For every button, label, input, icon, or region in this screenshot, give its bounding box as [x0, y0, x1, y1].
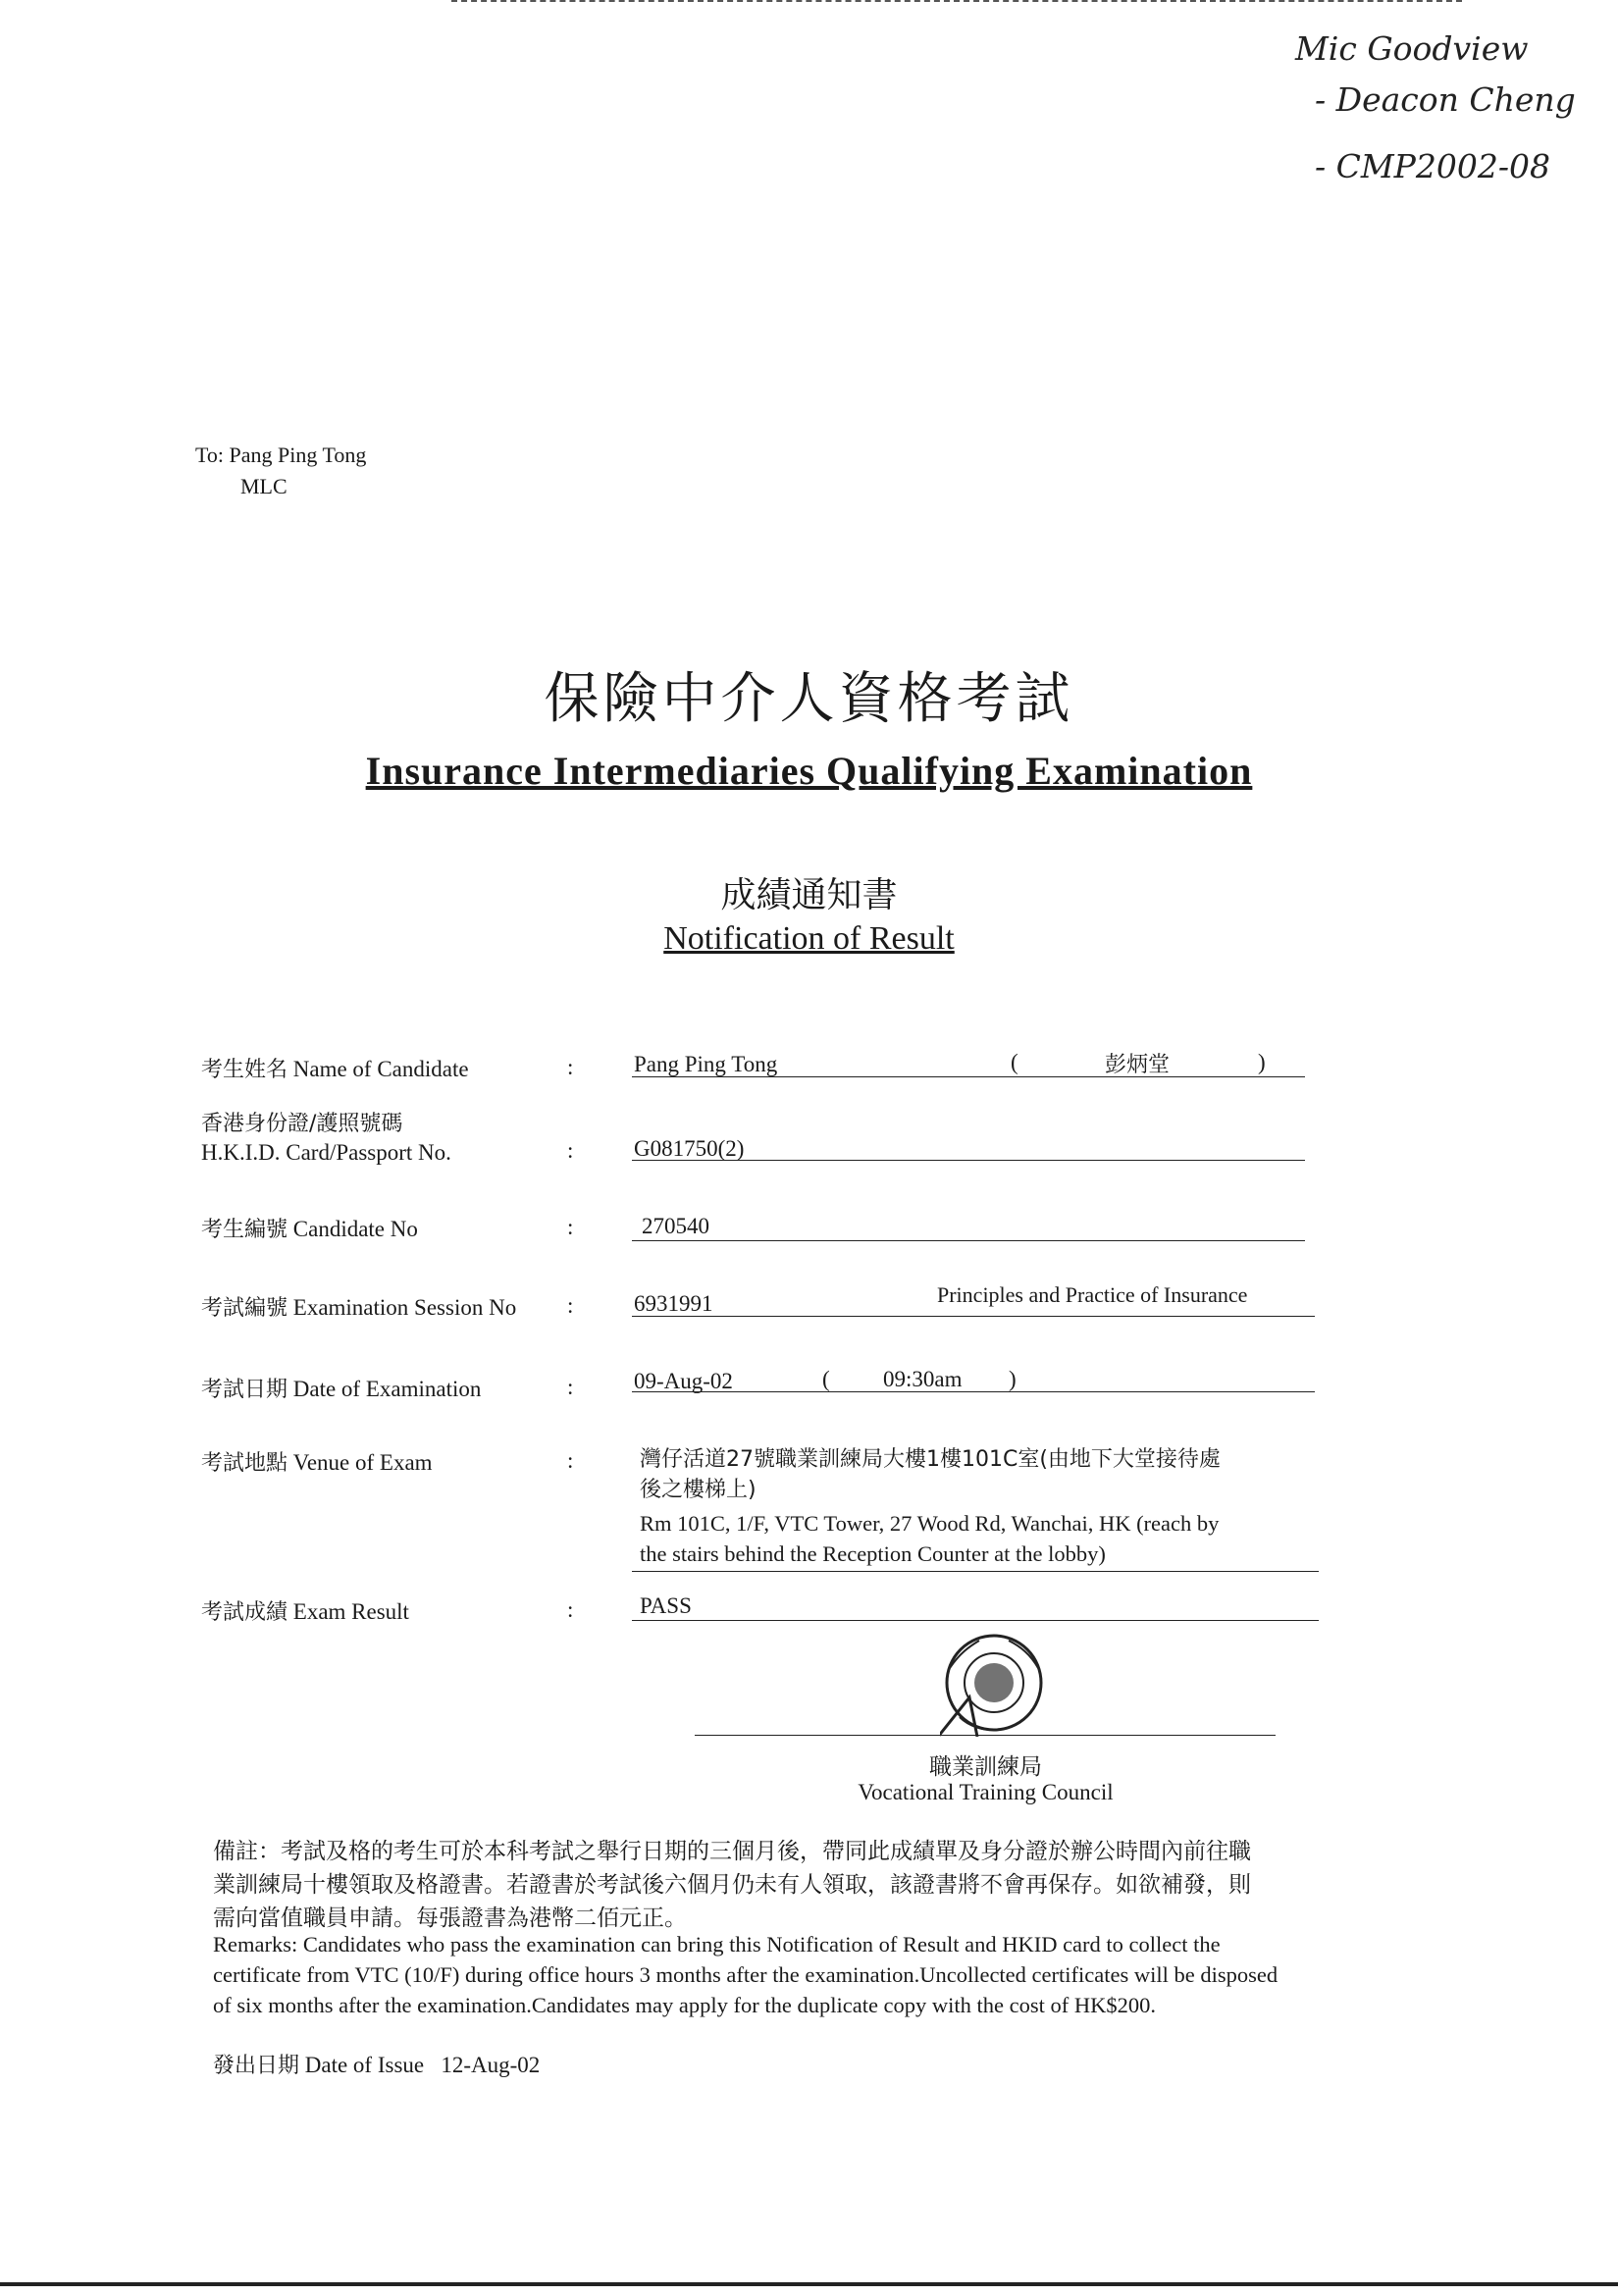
- field-label-result: 考試成績 Exam Result: [201, 1599, 409, 1625]
- venue-english-line2: the stairs behind the Reception Counter at the lobby): [640, 1541, 1106, 1566]
- field-underline: [632, 1076, 1305, 1077]
- subject-value: Principles and Practice of Insurance: [937, 1282, 1248, 1307]
- scan-top-edge: [451, 0, 1462, 2]
- title-english: Insurance Intermediaries Qualifying Examination: [365, 749, 1253, 793]
- remarks-chinese: 備註：考試及格的考生可於本科考試之舉行日期的三個月後，帶同此成績單及身分證於辦公時間內前往職 業訓練局十樓領取及格證書。若證書於考試後六個月仍未有人領取，該證書將不會再保存。如欲補發，則 需向當值職員申請。每張證書為港幣二佰元正。: [213, 1839, 1251, 1931]
- field-underline: [632, 1571, 1319, 1572]
- result-value: PASS: [640, 1593, 692, 1618]
- venue-english-line1: Rm 101C, 1/F, VTC Tower, 27 Wood Rd, Wanchai, HK (reach by: [640, 1511, 1220, 1536]
- recipient-name: Pang Ping Tong: [229, 443, 367, 467]
- handwritten-note-line2: - Deacon Cheng: [1315, 80, 1576, 119]
- field-label-hkid-en: H.K.I.D. Card/Passport No.: [201, 1140, 451, 1165]
- hkid-value: G081750(2): [634, 1136, 745, 1161]
- field-label-candidate-name: 考生姓名 Name of Candidate: [201, 1057, 469, 1082]
- colon: :: [567, 1375, 574, 1399]
- field-label-candidate-no: 考生編號 Candidate No: [201, 1217, 418, 1242]
- vtc-seal-stamp: [940, 1629, 1048, 1737]
- scan-bottom-edge: [0, 2282, 1618, 2286]
- handwritten-note-line1: Mic Goodview: [1295, 29, 1529, 68]
- to-label: To:: [195, 443, 225, 467]
- colon: :: [567, 1138, 574, 1163]
- title-chinese: 保險中介人資格考試: [544, 667, 1074, 731]
- candidate-name-chinese: 彭炳堂: [1105, 1053, 1171, 1077]
- field-label-venue: 考試地點 Venue of Exam: [201, 1450, 433, 1476]
- exam-date-value: 09-Aug-02: [634, 1369, 733, 1393]
- colon: :: [567, 1055, 574, 1079]
- candidate-no-value: 270540: [642, 1214, 709, 1238]
- recipient-organisation: MLC: [240, 474, 287, 498]
- colon: :: [567, 1597, 574, 1622]
- exam-time-value: 09:30am: [883, 1367, 963, 1391]
- colon: :: [567, 1448, 574, 1473]
- remarks-english: Remarks: Candidates who pass the examination can bring this Notification of Result and HKID card to collect the certificate from VTC (10/F) during office hours 3 months after the examination.Uncollected certificates will be disposed of six months after the examination.Candidates may apply for the duplicate copy with the cost of HK$200.: [213, 1932, 1279, 2017]
- signature-line: [695, 1735, 1276, 1736]
- field-underline: [632, 1391, 1315, 1392]
- issue-date-value: 12-Aug-02: [441, 2053, 541, 2077]
- candidate-name-value: Pang Ping Tong: [634, 1052, 778, 1076]
- field-label-session-no: 考試編號 Examination Session No: [201, 1295, 517, 1321]
- session-no-value: 6931991: [634, 1291, 713, 1316]
- field-underline: [632, 1240, 1305, 1241]
- bracket-close: ): [1258, 1050, 1266, 1074]
- venue-chinese-line2: 後之樓梯上): [640, 1478, 757, 1502]
- handwritten-note-line3: - CMP2002-08: [1315, 147, 1551, 185]
- date-of-issue: 發出日期 Date of Issue 12-Aug-02: [213, 2053, 541, 2078]
- recipient-block: [195, 440, 366, 502]
- venue-chinese-line1: 灣仔活道27號職業訓練局大樓1樓101C室(由地下大堂接待處: [640, 1447, 1221, 1472]
- field-underline: [632, 1620, 1319, 1621]
- bracket-close: ): [1009, 1367, 1017, 1391]
- subtitle-chinese: 成績通知書: [720, 875, 898, 915]
- issuer-name-english: Vocational Training Council: [858, 1780, 1114, 1804]
- field-label-exam-date: 考試日期 Date of Examination: [201, 1377, 482, 1402]
- field-underline: [632, 1160, 1305, 1161]
- field-label-hkid-zh: 香港身份證/護照號碼: [201, 1112, 403, 1136]
- bracket-open: (: [822, 1367, 830, 1391]
- field-underline: [632, 1316, 1315, 1317]
- colon: :: [567, 1293, 574, 1318]
- bracket-open: (: [1011, 1050, 1018, 1074]
- subtitle-english: Notification of Result: [663, 920, 955, 957]
- colon: :: [567, 1215, 574, 1239]
- issuer-name-chinese: 職業訓練局: [929, 1754, 1042, 1780]
